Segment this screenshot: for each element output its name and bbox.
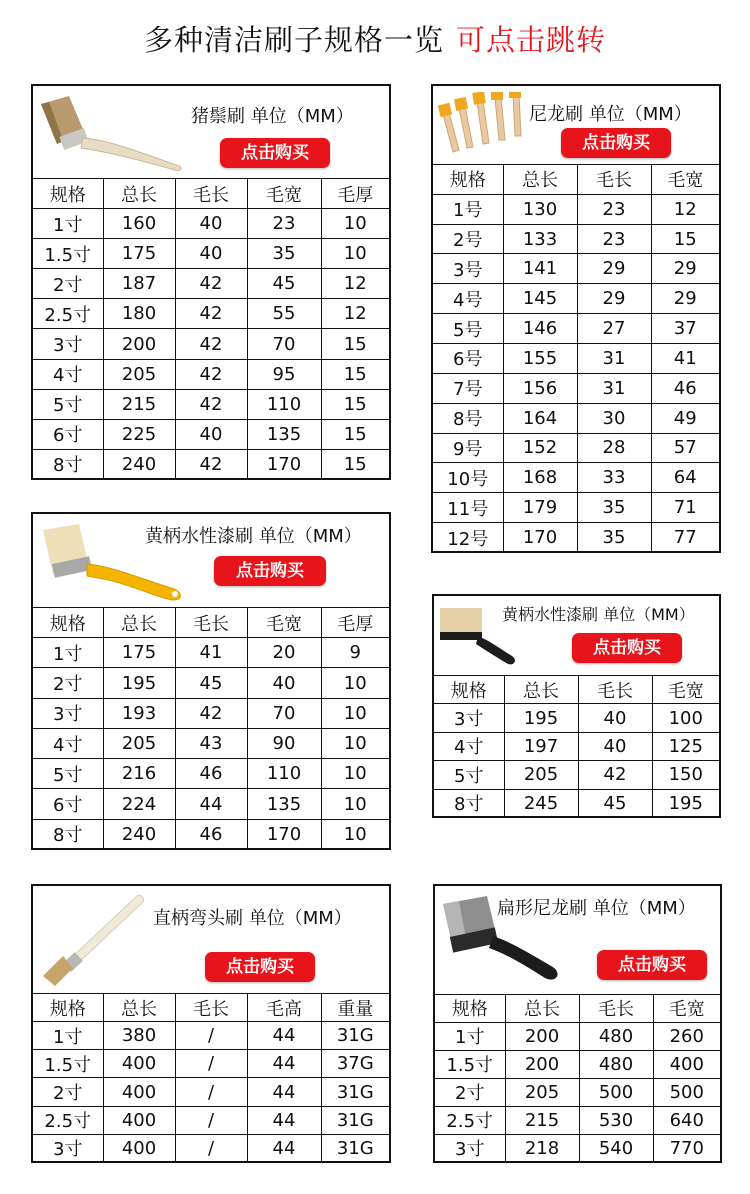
cell: 156	[503, 373, 577, 403]
buy-button[interactable]: 点击购买	[205, 952, 315, 982]
cell: 1寸	[33, 209, 103, 239]
spec-table	[435, 995, 720, 1162]
page-title-link[interactable]: 可点击跳转	[456, 23, 607, 57]
table-row	[33, 359, 389, 389]
table-row	[435, 1106, 720, 1134]
cell: 44	[247, 1050, 321, 1078]
cell: 5寸	[33, 759, 103, 789]
table-header-row	[435, 995, 720, 1022]
cell: 31G	[321, 1078, 389, 1106]
cell: 70	[247, 329, 321, 359]
spec-table	[33, 179, 389, 479]
cell: 4号	[433, 284, 503, 314]
cell: 170	[503, 523, 577, 552]
cell: 28	[577, 433, 651, 463]
header-cell: 毛厚	[321, 179, 389, 209]
angled-brush-icon	[37, 892, 149, 990]
spec-table	[433, 165, 719, 552]
cell: 29	[577, 254, 651, 284]
table-row	[434, 704, 719, 732]
cell: 12	[321, 299, 389, 329]
cell: 168	[503, 463, 577, 493]
cell: 2寸	[435, 1078, 505, 1106]
cell: 152	[503, 433, 577, 463]
cell: 23	[577, 194, 651, 224]
cell: 37G	[321, 1050, 389, 1078]
table-row	[433, 463, 719, 493]
cell: 6号	[433, 344, 503, 374]
cell: 90	[247, 728, 321, 758]
cell: 9号	[433, 433, 503, 463]
header-cell: 总长	[103, 179, 175, 209]
cell: 42	[175, 389, 247, 419]
cell: 240	[103, 449, 175, 479]
cell: 40	[247, 668, 321, 698]
cell: 70	[247, 698, 321, 728]
table-row	[33, 698, 389, 728]
cell: 4寸	[434, 732, 504, 760]
cell: 1.5寸	[435, 1050, 505, 1078]
cell: 10号	[433, 463, 503, 493]
cell: 10	[321, 209, 389, 239]
cell: 23	[247, 209, 321, 239]
card-title: 黄柄水性漆刷 单位（MM）	[502, 605, 695, 624]
cell: 380	[103, 1022, 175, 1050]
cell: 530	[579, 1106, 653, 1134]
header-cell: 毛宽	[247, 608, 321, 638]
cell: /	[175, 1134, 247, 1162]
cell: 42	[175, 269, 247, 299]
cell: 35	[247, 239, 321, 269]
table-row	[33, 1078, 389, 1106]
card-title: 猪鬃刷 单位（MM）	[191, 106, 354, 127]
cell: 31G	[321, 1134, 389, 1162]
cell: 224	[103, 789, 175, 819]
table-row	[33, 329, 389, 359]
cell: 46	[651, 373, 719, 403]
cell: 400	[103, 1134, 175, 1162]
header-cell: 毛宽	[247, 179, 321, 209]
cell: 8寸	[33, 819, 103, 849]
cell: 260	[653, 1022, 720, 1050]
table-row	[433, 194, 719, 224]
cell: 3寸	[33, 329, 103, 359]
cell: 41	[651, 344, 719, 374]
cell: 23	[577, 224, 651, 254]
cell: 44	[247, 1078, 321, 1106]
cell: 164	[503, 403, 577, 433]
card-black-handle-brush	[432, 594, 721, 818]
cell: 225	[103, 419, 175, 449]
cell: 42	[578, 761, 652, 789]
header-cell: 毛长	[577, 165, 651, 194]
cell: 45	[247, 269, 321, 299]
cell: 31G	[321, 1022, 389, 1050]
cell: 12	[321, 269, 389, 299]
cell: 6寸	[33, 419, 103, 449]
cell: 41	[175, 638, 247, 668]
table-row	[433, 373, 719, 403]
cell: 40	[578, 704, 652, 732]
cell: 31	[577, 373, 651, 403]
cell: 15	[321, 449, 389, 479]
card-flat-nylon-brush	[433, 884, 722, 1163]
header-cell: 规格	[434, 676, 504, 704]
nylon-brush-set-icon	[437, 92, 533, 160]
card-title: 直柄弯头刷 单位（MM）	[153, 908, 352, 929]
page-title-text: 多种清洁刷子规格一览	[143, 23, 444, 57]
cell: 10	[321, 759, 389, 789]
cell: 12号	[433, 523, 503, 552]
table-row	[33, 269, 389, 299]
table-header-row	[33, 608, 389, 638]
cell: 135	[247, 419, 321, 449]
card-yellow-handle-brush	[31, 512, 391, 850]
header-cell: 毛高	[247, 994, 321, 1022]
header-cell: 毛宽	[653, 995, 720, 1022]
cell: 2寸	[33, 668, 103, 698]
table-row	[433, 224, 719, 254]
cell: 42	[175, 698, 247, 728]
cell: 42	[175, 299, 247, 329]
cell: 135	[247, 789, 321, 819]
cell: 44	[247, 1106, 321, 1134]
cell: 205	[103, 359, 175, 389]
buy-button[interactable]: 点击购买	[214, 556, 326, 586]
cell: 30	[577, 403, 651, 433]
cell: 200	[103, 329, 175, 359]
buy-button[interactable]: 点击购买	[572, 633, 682, 663]
table-row	[435, 1134, 720, 1162]
table-row	[33, 419, 389, 449]
cell: 45	[175, 668, 247, 698]
cell: 4寸	[33, 728, 103, 758]
table-row	[33, 759, 389, 789]
table-row	[33, 819, 389, 849]
header-cell: 总长	[504, 676, 578, 704]
cell: 7号	[433, 373, 503, 403]
card-nylon-brush	[431, 84, 721, 553]
cell: 150	[652, 761, 719, 789]
card-title: 扁形尼龙刷 单位（MM）	[497, 898, 696, 919]
cell: 2.5寸	[435, 1106, 505, 1134]
page-title	[0, 18, 750, 59]
cell: 170	[247, 449, 321, 479]
cell: 205	[504, 761, 578, 789]
cell: 10	[321, 698, 389, 728]
cell: 40	[175, 209, 247, 239]
table-row	[33, 789, 389, 819]
cell: 44	[175, 789, 247, 819]
cell: 40	[578, 732, 652, 760]
cell: 5寸	[434, 761, 504, 789]
cell: /	[175, 1050, 247, 1078]
cell: 42	[175, 359, 247, 389]
cell: 3寸	[434, 704, 504, 732]
spec-table	[434, 676, 719, 817]
cell: 197	[504, 732, 578, 760]
table-header-row	[434, 676, 719, 704]
cell: 35	[577, 493, 651, 523]
cell: 215	[103, 389, 175, 419]
cell: 1寸	[435, 1022, 505, 1050]
table-row	[433, 314, 719, 344]
cell: 31G	[321, 1106, 389, 1134]
cell: 540	[579, 1134, 653, 1162]
table-row	[33, 239, 389, 269]
cell: 95	[247, 359, 321, 389]
table-row	[433, 433, 719, 463]
spec-table	[33, 608, 389, 849]
header-cell: 毛长	[175, 994, 247, 1022]
cell: 15	[321, 389, 389, 419]
cell: 770	[653, 1134, 720, 1162]
header-cell: 毛长	[579, 995, 653, 1022]
cell: 42	[175, 449, 247, 479]
cell: 1.5寸	[33, 1050, 103, 1078]
cell: 100	[652, 704, 719, 732]
cell: 40	[175, 419, 247, 449]
cell: 400	[103, 1106, 175, 1134]
cell: 216	[103, 759, 175, 789]
cell: 145	[503, 284, 577, 314]
cell: 218	[505, 1134, 579, 1162]
header-cell: 总长	[505, 995, 579, 1022]
table-row	[433, 284, 719, 314]
header-cell: 毛宽	[652, 676, 719, 704]
cell: 11号	[433, 493, 503, 523]
cell: 480	[579, 1022, 653, 1050]
cell: 2.5寸	[33, 299, 103, 329]
table-row	[433, 403, 719, 433]
cell: 110	[247, 759, 321, 789]
cell: 400	[103, 1078, 175, 1106]
cell: 500	[579, 1078, 653, 1106]
bristle-brush-icon	[39, 94, 189, 172]
table-row	[33, 389, 389, 419]
cell: 49	[651, 403, 719, 433]
cell: 15	[651, 224, 719, 254]
cell: 200	[505, 1022, 579, 1050]
table-header-row	[433, 165, 719, 194]
card-bristle-brush	[31, 84, 391, 480]
cell: 6寸	[33, 789, 103, 819]
table-row	[433, 344, 719, 374]
cell: 2.5寸	[33, 1106, 103, 1134]
header-cell: 规格	[33, 994, 103, 1022]
cell: 175	[103, 239, 175, 269]
table-row	[33, 1134, 389, 1162]
table-row	[33, 1022, 389, 1050]
cell: 44	[247, 1022, 321, 1050]
cell: 40	[175, 239, 247, 269]
header-cell: 总长	[103, 608, 175, 638]
cell: 29	[651, 284, 719, 314]
cell: 1号	[433, 194, 503, 224]
cell: 5寸	[33, 389, 103, 419]
header-cell: 规格	[435, 995, 505, 1022]
card-title: 尼龙刷 单位（MM）	[529, 104, 692, 125]
cell: 44	[247, 1134, 321, 1162]
cell: 640	[653, 1106, 720, 1134]
cell: /	[175, 1106, 247, 1134]
header-cell: 规格	[433, 165, 503, 194]
cell: 9	[321, 638, 389, 668]
cell: /	[175, 1022, 247, 1050]
table-row	[434, 789, 719, 817]
cell: 195	[103, 668, 175, 698]
table-header-row	[33, 994, 389, 1022]
buy-button[interactable]: 点击购买	[220, 138, 330, 168]
cell: 215	[505, 1106, 579, 1134]
cell: 187	[103, 269, 175, 299]
table-row	[33, 668, 389, 698]
cell: 77	[651, 523, 719, 552]
card-angled-brush	[31, 884, 391, 1163]
cell: 46	[175, 759, 247, 789]
table-row	[435, 1022, 720, 1050]
cell: 27	[577, 314, 651, 344]
cell: 2寸	[33, 1078, 103, 1106]
cell: 29	[651, 254, 719, 284]
cell: 110	[247, 389, 321, 419]
cell: 195	[504, 704, 578, 732]
table-row	[33, 209, 389, 239]
table-row	[433, 523, 719, 552]
cell: 46	[175, 819, 247, 849]
header-cell: 总长	[103, 994, 175, 1022]
buy-button[interactable]: 点击购买	[597, 950, 707, 980]
table-row	[33, 299, 389, 329]
cell: 146	[503, 314, 577, 344]
cell: 10	[321, 668, 389, 698]
table-row	[33, 449, 389, 479]
cell: 1寸	[33, 1022, 103, 1050]
table-row	[434, 761, 719, 789]
header-cell: 毛长	[578, 676, 652, 704]
cell: 15	[321, 329, 389, 359]
cell: 3寸	[33, 698, 103, 728]
buy-button[interactable]: 点击购买	[561, 128, 671, 158]
cell: 8寸	[434, 789, 504, 817]
cell: 2寸	[33, 269, 103, 299]
spec-table	[33, 994, 389, 1162]
cell: 8号	[433, 403, 503, 433]
cell: 29	[577, 284, 651, 314]
cell: 179	[503, 493, 577, 523]
table-header-row	[33, 179, 389, 209]
cell: 31	[577, 344, 651, 374]
header-cell: 毛厚	[321, 608, 389, 638]
table-row	[33, 638, 389, 668]
cell: 180	[103, 299, 175, 329]
cell: 12	[651, 194, 719, 224]
cell: 130	[503, 194, 577, 224]
cell: 57	[651, 433, 719, 463]
cell: 1.5寸	[33, 239, 103, 269]
cell: 42	[175, 329, 247, 359]
cell: 170	[247, 819, 321, 849]
cell: 5号	[433, 314, 503, 344]
cell: 3号	[433, 254, 503, 284]
cell: 43	[175, 728, 247, 758]
header-cell: 毛宽	[651, 165, 719, 194]
cell: /	[175, 1078, 247, 1106]
cell: 55	[247, 299, 321, 329]
cell: 195	[652, 789, 719, 817]
cell: 10	[321, 819, 389, 849]
cell: 37	[651, 314, 719, 344]
cell: 1寸	[33, 638, 103, 668]
cell: 245	[504, 789, 578, 817]
header-cell: 重量	[321, 994, 389, 1022]
cell: 205	[103, 728, 175, 758]
cell: 125	[652, 732, 719, 760]
cell: 141	[503, 254, 577, 284]
card-title: 黄柄水性漆刷 单位（MM）	[145, 526, 362, 547]
cell: 500	[653, 1078, 720, 1106]
cell: 240	[103, 819, 175, 849]
table-row	[435, 1050, 720, 1078]
table-row	[435, 1078, 720, 1106]
table-row	[433, 254, 719, 284]
cell: 10	[321, 239, 389, 269]
table-row	[433, 493, 719, 523]
cell: 4寸	[33, 359, 103, 389]
cell: 45	[578, 789, 652, 817]
cell: 10	[321, 789, 389, 819]
cell: 400	[653, 1050, 720, 1078]
cell: 8寸	[33, 449, 103, 479]
header-cell: 总长	[503, 165, 577, 194]
cell: 64	[651, 463, 719, 493]
cell: 15	[321, 419, 389, 449]
table-row	[33, 728, 389, 758]
table-row	[33, 1106, 389, 1134]
header-cell: 规格	[33, 608, 103, 638]
cell: 193	[103, 698, 175, 728]
cell: 3寸	[435, 1134, 505, 1162]
cell: 3寸	[33, 1134, 103, 1162]
cell: 480	[579, 1050, 653, 1078]
header-cell: 规格	[33, 179, 103, 209]
cell: 205	[505, 1078, 579, 1106]
cell: 155	[503, 344, 577, 374]
cell: 71	[651, 493, 719, 523]
cell: 400	[103, 1050, 175, 1078]
table-row	[434, 732, 719, 760]
cell: 15	[321, 359, 389, 389]
header-cell: 毛长	[175, 608, 247, 638]
cell: 20	[247, 638, 321, 668]
cell: 133	[503, 224, 577, 254]
cell: 200	[505, 1050, 579, 1078]
cell: 33	[577, 463, 651, 493]
table-row	[33, 1050, 389, 1078]
header-cell: 毛长	[175, 179, 247, 209]
cell: 35	[577, 523, 651, 552]
cell: 175	[103, 638, 175, 668]
cell: 10	[321, 728, 389, 758]
cell: 2号	[433, 224, 503, 254]
cell: 160	[103, 209, 175, 239]
